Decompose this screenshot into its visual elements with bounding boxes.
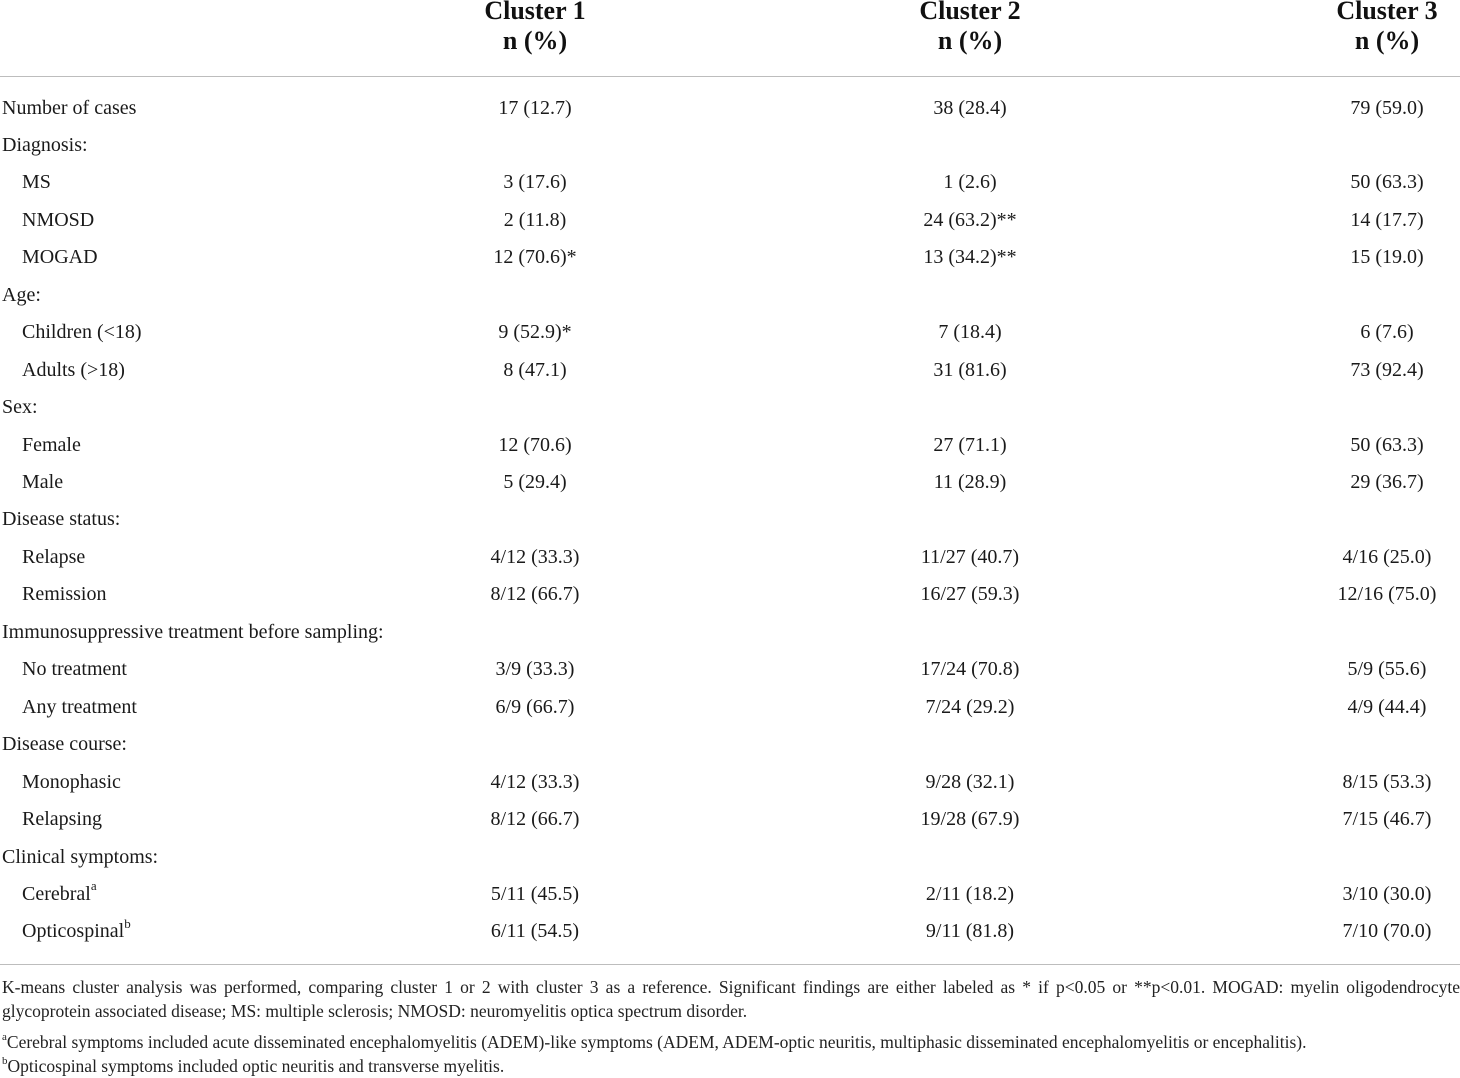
cell-cluster-1: 17 (12.7)	[498, 96, 572, 119]
cell-cluster-1: 2 (11.8)	[503, 208, 567, 231]
row-label	[22, 202, 94, 239]
row-label-text: No treatment	[22, 658, 127, 681]
cell-cluster-3: 8/15 (53.3)	[1342, 770, 1432, 793]
table-row	[0, 239, 1460, 276]
row-label	[22, 164, 51, 201]
cell-cluster-2: 19/28 (67.9)	[920, 808, 1020, 831]
row-label-text: Relapse	[22, 545, 86, 568]
table-row	[0, 764, 1460, 801]
column-title: Cluster 2	[919, 0, 1021, 25]
cell-cluster-2: 31 (81.6)	[933, 358, 1007, 381]
row-label	[2, 726, 127, 763]
table-section-row	[0, 726, 1460, 763]
footnote-b	[2, 1050, 1460, 1078]
table-footnote: K-means cluster analysis was performed, comparing cluster 1 or 2 with cluster 3 as a reference. Significant findings are either labeled as * if p<0.05 or **p<0.01. MOGAD: myelin oligodendrocyte glycoprotein associated disease; MS: multiple sclerosis; NMOSD: neuromyelitis optica spectrum disorder.	[2, 977, 1460, 1021]
footnote-marker: a	[90, 878, 97, 894]
row-label-text: Any treatment	[22, 695, 137, 718]
row-label-text: Male	[22, 471, 64, 493]
cell-cluster-1: 5 (29.4)	[503, 471, 567, 493]
row-label-text: NMOSD	[22, 208, 95, 231]
table-row	[0, 352, 1460, 389]
cell-cluster-1: 8/12 (66.7)	[490, 808, 580, 831]
row-label	[22, 239, 98, 276]
table-row	[0, 464, 1460, 501]
cell-cluster-2: 13 (34.2)**	[923, 246, 1017, 269]
cell-cluster-3: 73 (92.4)	[1350, 358, 1424, 381]
column-header-cluster-1	[435, 0, 635, 56]
column-header-cluster-3	[1307, 0, 1460, 56]
row-label	[22, 427, 81, 464]
row-label-text: Disease status:	[2, 508, 121, 531]
row-label	[2, 389, 38, 426]
cell-cluster-1: 8/12 (66.7)	[490, 583, 580, 606]
table-section-row	[0, 501, 1460, 538]
row-label-text: Sex:	[2, 396, 38, 419]
row-label	[2, 614, 384, 651]
cell-cluster-2: 38 (28.4)	[933, 96, 1007, 119]
table-row	[0, 202, 1460, 239]
footnote-text: Cerebral symptoms included acute disseminated encephalomyelitis (ADEM)-like symptoms (ADEM, ADEM-optic neuritis, multiphasic disseminated encephalomyelitis or encephalitis).	[6, 1031, 1307, 1052]
cell-cluster-1: 3 (17.6)	[503, 171, 567, 194]
footnote-marker: b	[2, 1055, 8, 1067]
cell-cluster-2: 24 (63.2)**	[923, 208, 1017, 231]
cell-cluster-2: 9/28 (32.1)	[925, 770, 1015, 793]
table-row	[0, 164, 1460, 201]
row-label-text: Female	[22, 433, 81, 456]
row-label	[2, 839, 158, 876]
cell-cluster-1: 4/12 (33.3)	[490, 545, 580, 568]
cell-cluster-2: 1 (2.6)	[943, 171, 997, 194]
cell-cluster-1: 8 (47.1)	[503, 358, 567, 381]
cell-cluster-2: 16/27 (59.3)	[920, 583, 1020, 606]
cell-cluster-3: 7/15 (46.7)	[1342, 808, 1432, 831]
row-label	[22, 913, 131, 950]
row-label	[22, 314, 142, 351]
table-row	[0, 539, 1460, 576]
cell-cluster-1: 12 (70.6)	[498, 433, 572, 456]
row-label	[22, 801, 102, 838]
row-label-text: Cerebral	[22, 882, 91, 905]
row-label-text: Diagnosis:	[2, 133, 88, 156]
table-section-row	[0, 839, 1460, 876]
cell-cluster-2: 2/11 (18.2)	[925, 882, 1015, 905]
cell-cluster-2: 7/24 (29.2)	[925, 695, 1015, 718]
row-label	[22, 352, 125, 389]
table-row	[0, 801, 1460, 838]
row-label-text: Children (<18)	[22, 321, 142, 344]
row-label-text: Age:	[2, 283, 41, 306]
cell-cluster-1: 6/9 (66.7)	[495, 695, 575, 718]
row-label	[22, 464, 63, 501]
cell-cluster-1: 4/12 (33.3)	[490, 770, 580, 793]
cell-cluster-2: 9/11 (81.8)	[925, 920, 1015, 943]
table-row	[0, 427, 1460, 464]
table-row	[0, 689, 1460, 726]
cell-cluster-3: 4/9 (44.4)	[1347, 695, 1427, 718]
table-bottom-rule	[0, 964, 1460, 965]
row-label	[2, 501, 120, 538]
row-label	[22, 651, 127, 688]
cell-cluster-3: 12/16 (75.0)	[1337, 583, 1437, 606]
table-row	[0, 651, 1460, 688]
column-header-cluster-2	[870, 0, 1070, 56]
row-label-text: Opticospinal	[22, 920, 125, 943]
row-label-text: Monophasic	[22, 770, 121, 793]
cell-cluster-1: 3/9 (33.3)	[495, 658, 575, 681]
row-label-text: Adults (>18)	[22, 358, 125, 381]
row-label	[22, 539, 85, 576]
table-row	[0, 576, 1460, 613]
table-section-row	[0, 127, 1460, 164]
cell-cluster-3: 7/10 (70.0)	[1342, 920, 1432, 943]
cell-cluster-2: 11 (28.9)	[933, 471, 1007, 493]
column-title: Cluster 3	[1336, 0, 1438, 25]
cell-cluster-3: 6 (7.6)	[1360, 321, 1414, 344]
row-label-text: Remission	[22, 583, 107, 606]
cell-cluster-1: 5/11 (45.5)	[490, 882, 580, 905]
column-unit: n (%)	[502, 26, 568, 55]
row-label-text: Relapsing	[22, 808, 102, 831]
table-row	[0, 314, 1460, 351]
cell-cluster-3: 79 (59.0)	[1350, 96, 1424, 119]
footnote-text: Opticospinal symptoms included optic neuritis and transverse myelitis.	[7, 1055, 505, 1076]
cell-cluster-3: 50 (63.3)	[1350, 433, 1424, 456]
cell-cluster-3: 14 (17.7)	[1350, 208, 1424, 231]
row-label-text: Number of cases	[2, 96, 137, 119]
cell-cluster-3: 4/16 (25.0)	[1342, 545, 1432, 568]
table-row	[0, 913, 1460, 950]
row-label	[22, 764, 121, 801]
table-section-row	[0, 277, 1460, 314]
row-label	[22, 689, 137, 726]
cell-cluster-2: 11/27 (40.7)	[920, 545, 1020, 568]
row-label-text: MS	[22, 171, 51, 194]
table-row	[0, 876, 1460, 913]
row-label	[2, 90, 136, 127]
cell-cluster-2: 17/24 (70.8)	[920, 658, 1020, 681]
row-label	[2, 277, 41, 314]
column-unit: n (%)	[937, 26, 1003, 55]
cell-cluster-3: 3/10 (30.0)	[1342, 882, 1432, 905]
row-label-text: Disease course:	[2, 733, 127, 756]
row-label-text: Immunosuppressive treatment before sampling:	[2, 620, 384, 643]
cell-cluster-3: 50 (63.3)	[1350, 171, 1424, 194]
table-section-row	[0, 614, 1460, 651]
table-header	[0, 0, 1460, 77]
cell-cluster-1: 6/11 (54.5)	[490, 920, 580, 943]
row-label-text: MOGAD	[22, 246, 98, 269]
row-label	[2, 127, 88, 164]
cell-cluster-2: 7 (18.4)	[938, 321, 1002, 344]
row-label-text: Clinical symptoms:	[2, 845, 159, 868]
cell-cluster-3: 29 (36.7)	[1350, 471, 1424, 493]
table-section-row	[0, 389, 1460, 426]
footnote-marker: a	[2, 1031, 7, 1043]
table-section-row	[0, 90, 1460, 127]
cell-cluster-1: 9 (52.9)*	[498, 321, 572, 344]
cell-cluster-3: 15 (19.0)	[1350, 246, 1424, 269]
column-unit: n (%)	[1354, 26, 1420, 55]
cell-cluster-2: 27 (71.1)	[933, 433, 1007, 456]
column-title: Cluster 1	[484, 0, 586, 25]
cell-cluster-3: 5/9 (55.6)	[1347, 658, 1427, 681]
cell-cluster-1: 12 (70.6)*	[493, 246, 577, 269]
row-label	[22, 876, 97, 913]
row-label	[22, 576, 106, 613]
footnote-marker: b	[124, 915, 131, 931]
